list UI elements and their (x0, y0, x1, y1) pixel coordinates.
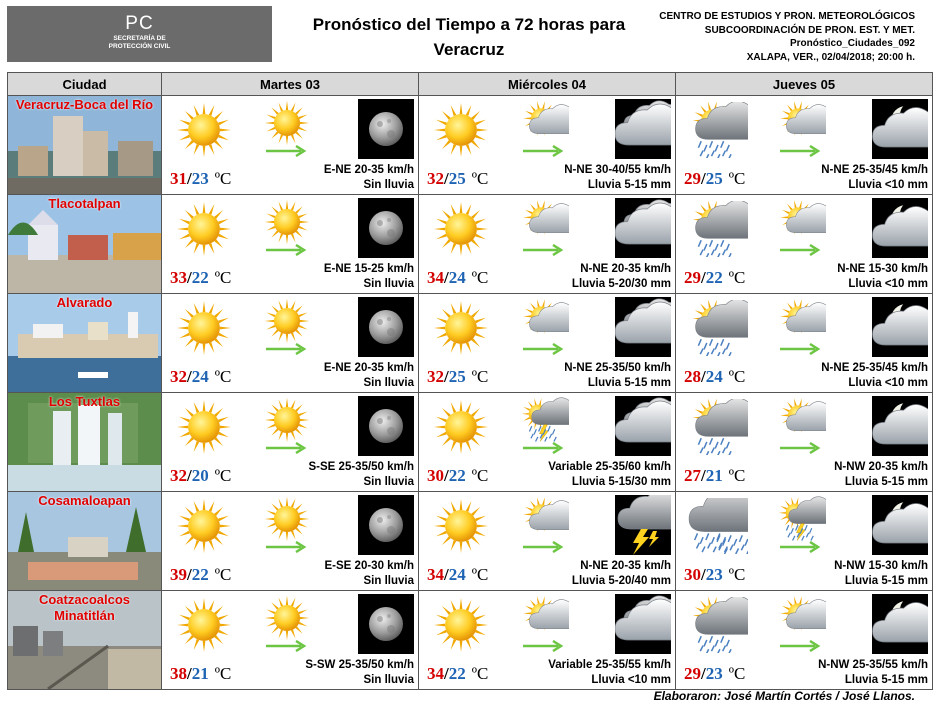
rain-forecast: Sin lluvia (363, 575, 414, 587)
max-temperature: 32 (427, 169, 444, 188)
max-temperature: 29 (684, 664, 701, 683)
temperature: 31/23 ºC (170, 169, 232, 188)
city-name: Coatzacoalcos Minatitlán (38, 592, 131, 623)
sun-cloud-icon (519, 100, 569, 146)
temperature: 33/22 ºC (170, 268, 232, 287)
wind-forecast: S-SE 25-35/50 km/h (308, 461, 414, 473)
max-temperature: 32 (170, 367, 187, 386)
cloud-night-icon (615, 99, 671, 159)
wind-forecast: N-NE 25-35/45 km/h (821, 362, 928, 374)
page-title (282, 12, 656, 62)
moon-cloud-night-icon (872, 297, 928, 357)
temperature: 28/24 ºC (684, 367, 746, 386)
min-temperature: 25 (448, 169, 466, 188)
day3-column-header: Jueves 05 (676, 73, 933, 96)
day-forecast-cell (676, 294, 933, 393)
forecast-table (7, 72, 933, 690)
min-temperature: 22 (191, 565, 209, 584)
moon-cloud-night-icon (872, 198, 928, 258)
day-forecast-cell (419, 591, 676, 690)
max-temperature: 32 (427, 367, 444, 386)
wind-forecast: Variable 25-35/60 km/h (548, 461, 671, 473)
day-forecast-cell (419, 96, 676, 195)
min-temperature: 20 (191, 466, 209, 485)
arrow-icon (265, 540, 309, 552)
sun-icon (174, 201, 234, 257)
arrow-icon (522, 144, 566, 156)
temperature: 27/21 ºC (684, 466, 746, 485)
arrow-icon (265, 441, 309, 453)
storm-night-night-icon (615, 495, 671, 555)
temperature-unit: ºC (728, 565, 746, 584)
issue-date: XALAPA, VER., 02/04/2018; 20:00 h. (746, 51, 915, 63)
min-temperature: 24 (705, 367, 723, 386)
city-cell (8, 492, 162, 591)
rain-forecast: Lluvia 5-15/30 mm (571, 476, 671, 488)
city-name: Veracruz-Boca del Río (15, 97, 154, 112)
temperature-unit: ºC (214, 466, 232, 485)
temperature: 29/23 ºC (684, 664, 746, 683)
arrow-icon (779, 144, 823, 156)
moon-cloud-night-icon (872, 396, 928, 456)
agency-info (659, 10, 915, 64)
arrow-icon (265, 243, 309, 255)
wind-forecast: N-NE 25-35/50 km/h (564, 362, 671, 374)
sun-icon (174, 399, 234, 455)
day-forecast-cell (419, 195, 676, 294)
rain-forecast: Sin lluvia (363, 278, 414, 290)
max-temperature: 29 (684, 268, 701, 287)
sun-icon (262, 595, 312, 641)
rain-forecast: Sin lluvia (363, 674, 414, 686)
max-temperature: 33 (170, 268, 187, 287)
agency-line-1: CENTRO DE ESTUDIOS Y PRON. METEOROLÓGICOS (659, 11, 915, 22)
sun-icon (174, 300, 234, 356)
moon-cloud-night-icon (872, 594, 928, 654)
arrow-icon (779, 342, 823, 354)
city-row (8, 195, 933, 294)
title-line-2: Veracruz (433, 40, 505, 59)
wind-forecast: N-NE 20-35 km/h (580, 263, 671, 275)
max-temperature: 27 (684, 466, 701, 485)
temperature-unit: ºC (214, 367, 232, 386)
sun-icon (174, 102, 234, 158)
min-temperature: 21 (191, 664, 209, 683)
moon-cloud-night-icon (872, 99, 928, 159)
min-temperature: 22 (705, 268, 723, 287)
city-cell (8, 393, 162, 492)
city-name: Cosamaloapan (38, 493, 131, 508)
sun-cloud-icon (519, 496, 569, 542)
moon-night-icon (358, 297, 414, 357)
arrow-icon (779, 243, 823, 255)
day-forecast-cell (676, 492, 933, 591)
temperature: 30/23 ºC (684, 565, 746, 584)
min-temperature: 22 (448, 664, 466, 683)
moon-night-icon (358, 198, 414, 258)
day-forecast-cell (162, 393, 419, 492)
cloud-night-icon (615, 297, 671, 357)
max-temperature: 34 (427, 664, 444, 683)
temperature-unit: ºC (471, 169, 489, 188)
temperature-unit: ºC (728, 268, 746, 287)
sun-rain-icon (688, 201, 748, 257)
logo-pc-text: PC (125, 13, 154, 34)
sun-rain-icon (688, 102, 748, 158)
logo-line-1: SECRETARÍA DE (113, 35, 166, 42)
sun-icon (262, 298, 312, 344)
temperature: 38/21 ºC (170, 664, 232, 683)
day-forecast-cell (419, 294, 676, 393)
sun-icon (431, 498, 491, 554)
day-forecast-cell (419, 393, 676, 492)
moon-night-icon (358, 495, 414, 555)
wind-forecast: E-SE 20-30 km/h (324, 560, 414, 572)
rain-forecast: Lluvia 5-20/40 mm (571, 575, 671, 587)
city-name: Tlacotalpan (48, 196, 121, 211)
title-line-1: Pronóstico del Tiempo a 72 horas para (312, 15, 626, 34)
max-temperature: 31 (170, 169, 187, 188)
arrow-icon (779, 441, 823, 453)
cloud-rain-icon (688, 498, 748, 554)
day-forecast-cell (419, 492, 676, 591)
sun-icon (431, 399, 491, 455)
day-forecast-cell (676, 393, 933, 492)
sun-cloud-icon (776, 100, 826, 146)
min-temperature: 21 (705, 466, 723, 485)
rain-forecast: Sin lluvia (363, 377, 414, 389)
wind-forecast: N-NE 25-35/45 km/h (821, 164, 928, 176)
city-row (8, 96, 933, 195)
city-row (8, 591, 933, 690)
moon-night-icon (358, 99, 414, 159)
max-temperature: 30 (427, 466, 444, 485)
rain-forecast: Lluvia 5-15 mm (587, 179, 671, 191)
max-temperature: 32 (170, 466, 187, 485)
temperature: 39/22 ºC (170, 565, 232, 584)
sun-storm-icon (776, 496, 826, 542)
sun-cloud-icon (519, 595, 569, 641)
max-temperature: 34 (427, 565, 444, 584)
wind-forecast: N-NE 30-40/55 km/h (564, 164, 671, 176)
forecast-id: Pronóstico_Ciudades_092 (789, 38, 915, 49)
day-forecast-cell (162, 591, 419, 690)
min-temperature: 22 (191, 268, 209, 287)
min-temperature: 24 (448, 268, 466, 287)
temperature-unit: ºC (471, 466, 489, 485)
temperature-unit: ºC (214, 565, 232, 584)
wind-forecast: N-NW 15-30 km/h (834, 560, 928, 572)
city-column-header: Ciudad (8, 73, 162, 96)
sun-rain-icon (688, 597, 748, 653)
sun-icon (262, 397, 312, 443)
temperature: 32/20 ºC (170, 466, 232, 485)
max-temperature: 29 (684, 169, 701, 188)
wind-forecast: E-NE 20-35 km/h (323, 164, 414, 176)
moon-cloud-night-icon (872, 495, 928, 555)
arrow-icon (265, 342, 309, 354)
temperature: 29/25 ºC (684, 169, 746, 188)
rain-forecast: Lluvia <10 mm (848, 179, 928, 191)
day-forecast-cell (162, 195, 419, 294)
sun-icon (431, 300, 491, 356)
sun-cloud-icon (776, 397, 826, 443)
cloud-night-icon (615, 198, 671, 258)
sun-cloud-icon (776, 298, 826, 344)
wind-forecast: N-NW 20-35 km/h (834, 461, 928, 473)
protection-civil-logo (7, 6, 272, 62)
rain-forecast: Lluvia <10 mm (848, 377, 928, 389)
day-forecast-cell (162, 96, 419, 195)
city-cell (8, 294, 162, 393)
arrow-icon (522, 639, 566, 651)
city-row (8, 393, 933, 492)
rain-forecast: Lluvia 5-15 mm (844, 575, 928, 587)
temperature: 30/22 ºC (427, 466, 489, 485)
arrow-icon (779, 540, 823, 552)
day-forecast-cell (162, 492, 419, 591)
arrow-icon (779, 639, 823, 651)
sun-icon (431, 201, 491, 257)
cloud-night-icon (615, 594, 671, 654)
day-forecast-cell (162, 294, 419, 393)
temperature: 29/22 ºC (684, 268, 746, 287)
arrow-icon (522, 540, 566, 552)
temperature-unit: ºC (214, 268, 232, 287)
city-cell (8, 96, 162, 195)
min-temperature: 23 (705, 565, 723, 584)
sun-icon (262, 496, 312, 542)
temperature: 34/24 ºC (427, 268, 489, 287)
moon-night-icon (358, 396, 414, 456)
min-temperature: 24 (448, 565, 466, 584)
day-forecast-cell (676, 195, 933, 294)
sun-icon (262, 199, 312, 245)
day-forecast-cell (676, 96, 933, 195)
temperature-unit: ºC (728, 367, 746, 386)
city-row (8, 492, 933, 591)
temperature-unit: ºC (471, 565, 489, 584)
temperature-unit: ºC (728, 466, 746, 485)
temperature: 34/24 ºC (427, 565, 489, 584)
min-temperature: 24 (191, 367, 209, 386)
sun-icon (431, 102, 491, 158)
temperature: 32/24 ºC (170, 367, 232, 386)
min-temperature: 23 (705, 664, 723, 683)
arrow-icon (522, 243, 566, 255)
arrow-icon (265, 144, 309, 156)
rain-forecast: Lluvia <10 mm (591, 674, 671, 686)
sun-cloud-icon (519, 298, 569, 344)
day-forecast-cell (676, 591, 933, 690)
max-temperature: 28 (684, 367, 701, 386)
sun-icon (431, 597, 491, 653)
sun-rain-icon (688, 399, 748, 455)
temperature: 34/22 ºC (427, 664, 489, 683)
city-cell (8, 591, 162, 690)
rain-forecast: Lluvia <10 mm (848, 278, 928, 290)
min-temperature: 25 (448, 367, 466, 386)
rain-forecast: Lluvia 5-15 mm (587, 377, 671, 389)
temperature-unit: ºC (471, 367, 489, 386)
wind-forecast: N-NE 15-30 km/h (837, 263, 928, 275)
city-name: Los Tuxtlas (48, 394, 121, 409)
wind-forecast: N-NW 25-35/55 km/h (818, 659, 928, 671)
min-temperature: 25 (705, 169, 723, 188)
wind-forecast: Variable 25-35/55 km/h (548, 659, 671, 671)
rain-forecast: Lluvia 5-15 mm (844, 674, 928, 686)
min-temperature: 23 (191, 169, 209, 188)
sun-rain-icon (688, 300, 748, 356)
logo-line-2: PROTECCIÓN CIVIL (108, 43, 171, 50)
arrow-icon (522, 441, 566, 453)
authors-footer: Elaboraron: José Martín Cortés / José Llanos. (653, 689, 915, 703)
city-cell (8, 195, 162, 294)
city-row (8, 294, 933, 393)
max-temperature: 38 (170, 664, 187, 683)
arrow-icon (265, 639, 309, 651)
wind-forecast: N-NE 20-35 km/h (580, 560, 671, 572)
temperature-unit: ºC (214, 664, 232, 683)
min-temperature: 22 (448, 466, 466, 485)
sun-storm-icon (519, 397, 569, 443)
arrow-icon (522, 342, 566, 354)
rain-forecast: Sin lluvia (363, 179, 414, 191)
temperature: 32/25 ºC (427, 367, 489, 386)
temperature: 32/25 ºC (427, 169, 489, 188)
day1-column-header: Martes 03 (162, 73, 419, 96)
sun-cloud-icon (519, 199, 569, 245)
max-temperature: 30 (684, 565, 701, 584)
rain-forecast: Lluvia 5-15 mm (844, 476, 928, 488)
wind-forecast: E-NE 15-25 km/h (323, 263, 414, 275)
rain-forecast: Sin lluvia (363, 476, 414, 488)
agency-line-2: SUBCOORDINACIÓN DE PRON. EST. Y MET. (704, 24, 915, 36)
temperature-unit: ºC (471, 664, 489, 683)
sun-icon (174, 498, 234, 554)
sun-icon (262, 100, 312, 146)
temperature-unit: ºC (471, 268, 489, 287)
moon-night-icon (358, 594, 414, 654)
sun-icon (174, 597, 234, 653)
day2-column-header: Miércoles 04 (419, 73, 676, 96)
temperature-unit: ºC (728, 169, 746, 188)
max-temperature: 39 (170, 565, 187, 584)
wind-forecast: S-SW 25-35/50 km/h (305, 659, 414, 671)
cloud-night-icon (615, 396, 671, 456)
sun-cloud-icon (776, 595, 826, 641)
sun-cloud-icon (776, 199, 826, 245)
temperature-unit: ºC (214, 169, 232, 188)
city-name: Alvarado (56, 295, 113, 310)
temperature-unit: ºC (728, 664, 746, 683)
max-temperature: 34 (427, 268, 444, 287)
rain-forecast: Lluvia 5-20/30 mm (571, 278, 671, 290)
wind-forecast: E-NE 20-35 km/h (323, 362, 414, 374)
